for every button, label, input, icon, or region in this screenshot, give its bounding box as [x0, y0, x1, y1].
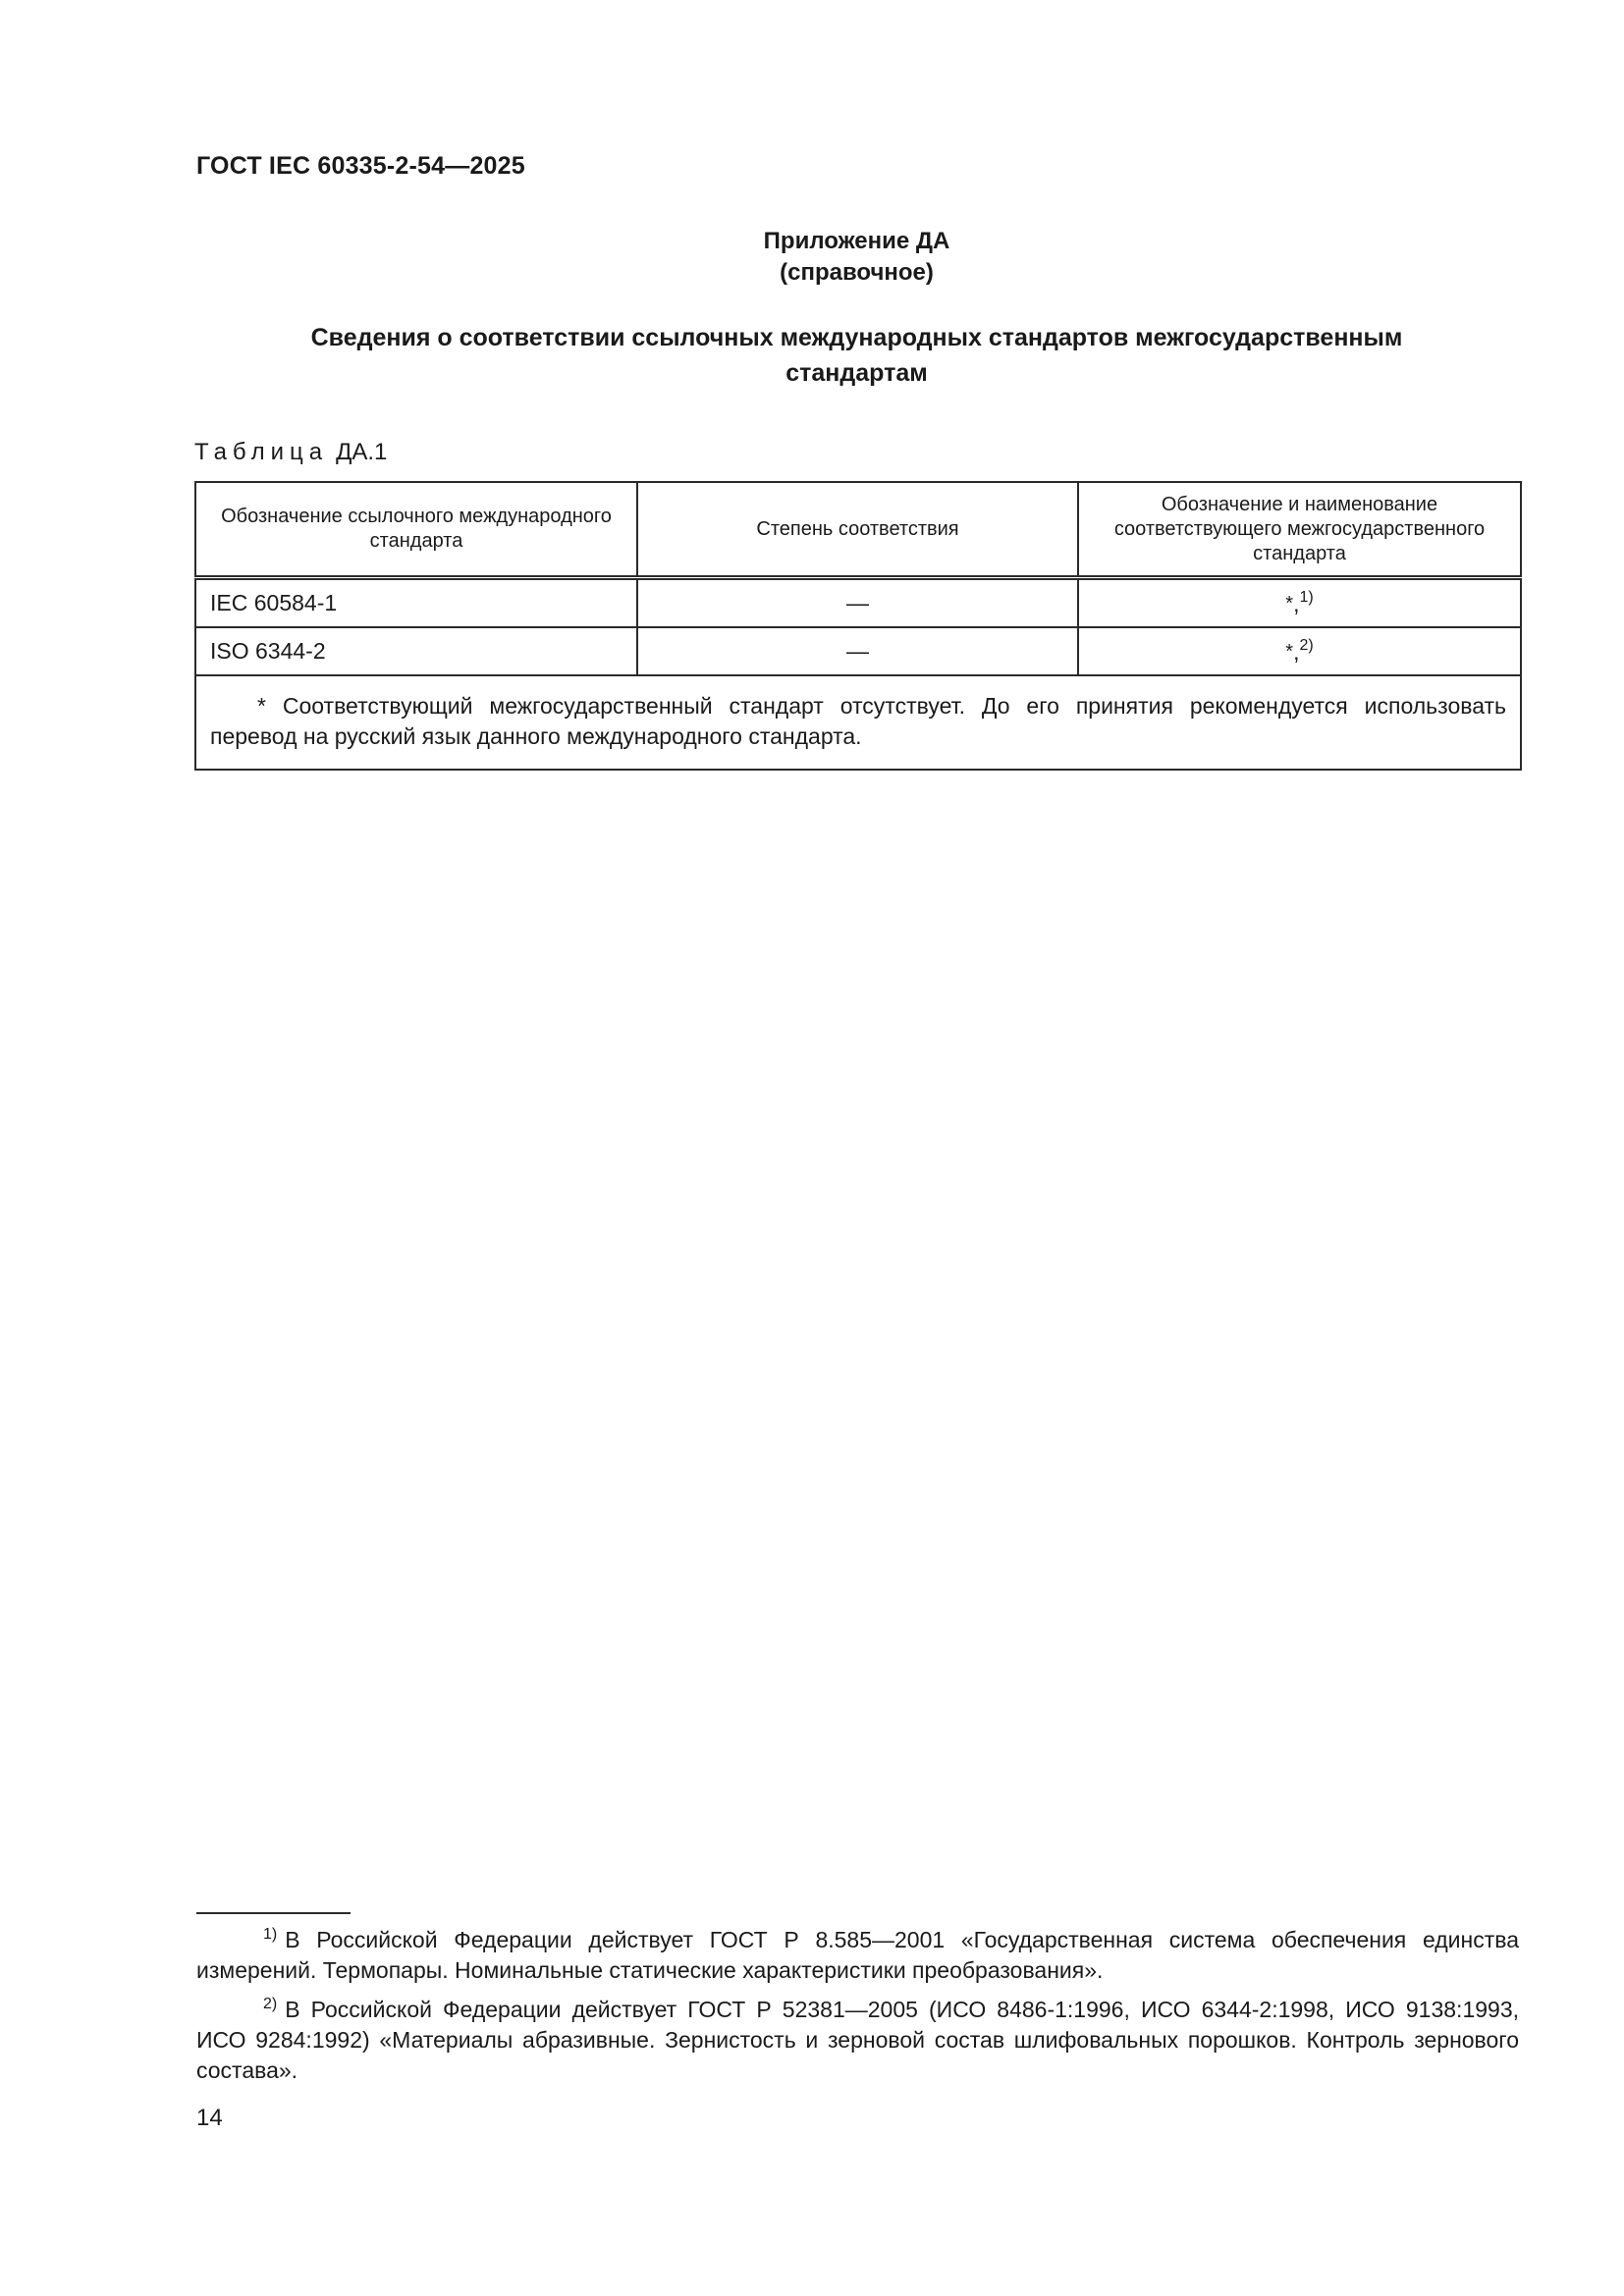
- table-caption-number: ДА.1: [336, 439, 388, 465]
- page-number: 14: [196, 2105, 223, 2131]
- table-header-row: [195, 482, 1521, 578]
- absent-standard-mark: *: [1285, 593, 1294, 614]
- table-caption: [194, 439, 387, 466]
- cell-standard: IEC 60584-1: [195, 578, 637, 628]
- document-code: ГОСТ IEC 60335-2-54—2025: [196, 152, 525, 180]
- footnote-2-mark: 2): [263, 1996, 278, 2012]
- header-international-standard: Обозначение ссылочного международного стандарта: [195, 482, 637, 578]
- table-row: [195, 578, 1521, 628]
- cell-degree: —: [637, 578, 1078, 628]
- cell-degree: —: [637, 627, 1078, 675]
- table-note: * Соответствующий межгосударственный стандарт отсутствует. До его принятия рекомендуется использовать перевод на русский язык данного международного стандарта.: [195, 675, 1521, 770]
- header-interstate-standard: Обозначение и наименование соответствующего межгосударственного стандарта: [1078, 482, 1521, 578]
- annex-heading-line-2: стандартам: [785, 359, 928, 387]
- absent-standard-mark: *: [1285, 641, 1294, 663]
- footnote-1-text: В Российской Федерации действует ГОСТ Р 8.585—2001 «Государственная система обеспечения единства измерений. Термопары. Номинальные статические характеристики преобразования».: [196, 1927, 1519, 1983]
- annex-status: (справочное): [780, 259, 934, 286]
- annex-heading-line-1: Сведения о соответствии ссылочных международных стандартов межгосударственным: [310, 324, 1403, 351]
- cell-interstate-standard: [1078, 578, 1521, 628]
- cell-standard: ISO 6344-2: [195, 627, 637, 675]
- footnote-2: [196, 1989, 1519, 2086]
- cell-interstate-standard: [1078, 627, 1521, 675]
- table-caption-word: Таблица: [194, 439, 329, 465]
- table-note-row: [195, 675, 1521, 770]
- mark-separator: ,: [1293, 591, 1300, 616]
- mark-separator: ,: [1293, 639, 1300, 665]
- footnote-1-mark: 1): [263, 1926, 278, 1943]
- footnote-1: [196, 1919, 1519, 1986]
- annex-title: Приложение ДА: [763, 228, 950, 254]
- footnote-ref-1[interactable]: 1): [1299, 589, 1314, 606]
- footnote-ref-2[interactable]: 2): [1299, 637, 1314, 654]
- correspondence-table: [194, 481, 1522, 771]
- footnote-2-text: В Российской Федерации действует ГОСТ Р 52381—2005 (ИСО 8486-1:1996, ИСО 6344-2:1998, ИСО 9138:1993, ИСО 9284:1992) «Материалы абразивные. Зернистость и зерновой состав шлифовальных порошков. Контроль зернового состава».: [196, 1997, 1519, 2083]
- annex-heading: [196, 320, 1517, 391]
- footnote-separator: [196, 1912, 351, 1914]
- table-row: [195, 627, 1521, 675]
- header-degree-of-correspondence: Степень соответствия: [637, 482, 1078, 578]
